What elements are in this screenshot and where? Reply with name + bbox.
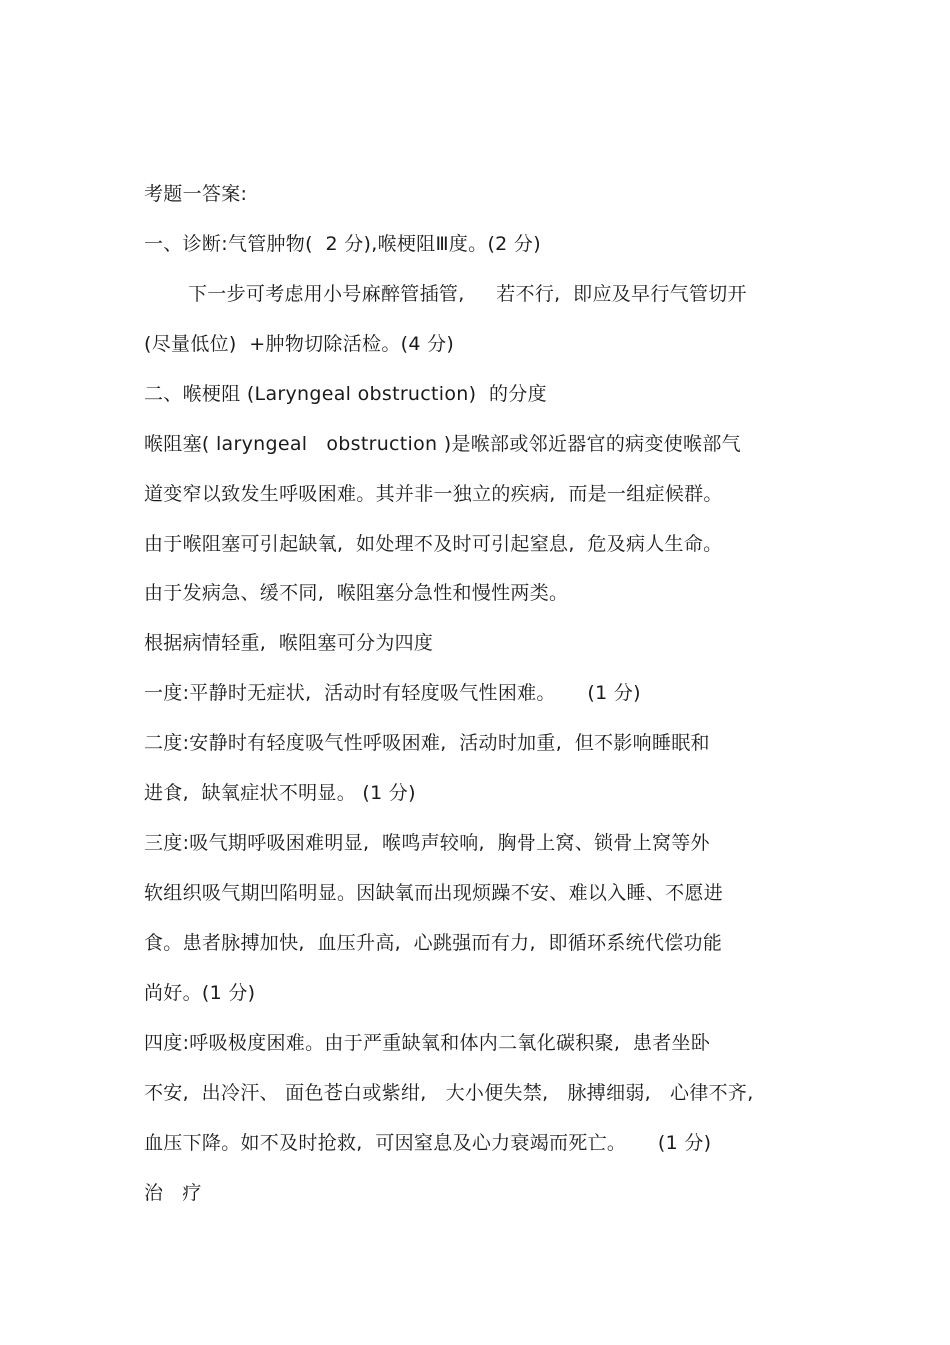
grade-four-line-1: 四度:呼吸极度困难。由于严重缺氧和体内二氧化碳积聚, 患者坐卧 — [144, 1032, 711, 1054]
definition-line-1: 喉阻塞( laryngeal obstruction )是喉部或邻近器官的病变使喉部气 — [144, 433, 741, 455]
grade-three-line-4: 尚好。(1 分) — [144, 982, 256, 1004]
grade-three-line-2: 软组织吸气期凹陷明显。因缺氧而出现烦躁不安、难以入睡、不愿进 — [144, 882, 724, 904]
grade-one-line: 一度:平静时无症状, 活动时有轻度吸气性困难。 (1 分) — [144, 682, 641, 704]
grade-two-line-1: 二度:安静时有轻度吸气性呼吸困难, 活动时加重, 但不影响睡眠和 — [144, 732, 710, 754]
definition-line-2: 道变窄以致发生呼吸困难。其并非一独立的疾病, 而是一组症候群。 — [144, 483, 723, 505]
answer-heading: 考题一答案: — [144, 183, 248, 205]
definition-line-4: 由于发病急、缓不同, 喉阻塞分急性和慢性两类。 — [144, 582, 569, 604]
definition-line-3: 由于喉阻塞可引起缺氧, 如处理不及时可引起窒息, 危及病人生命。 — [144, 533, 723, 555]
grade-three-line-3: 食。患者脉搏加快, 血压升高, 心跳强而有力, 即循环系统代偿功能 — [144, 932, 723, 954]
treatment-plan-line-2: (尽量低位) +肿物切除活检。(4 分) — [144, 333, 455, 355]
grading-intro: 根据病情轻重, 喉阻塞可分为四度 — [144, 632, 434, 654]
treatment-heading: 治 疗 — [144, 1182, 202, 1204]
treatment-plan-line-1: 下一步可考虑用小号麻醉管插管, 若不行, 即应及早行气管切开 — [188, 283, 747, 305]
grade-two-line-2: 进食, 缺氧症状不明显。 (1 分) — [144, 782, 416, 804]
grade-four-line-2: 不安, 出冷汗、 面色苍白或紫绀, 大小便失禁, 脉搏细弱, 心律不齐, — [144, 1082, 754, 1104]
diagnosis-line: 一、诊断:气管肿物( 2 分),喉梗阻Ⅲ度。(2 分) — [144, 233, 541, 255]
grade-four-line-3: 血压下降。如不及时抢救, 可因窒息及心力衰竭而死亡。 (1 分) — [144, 1132, 712, 1154]
section-two-heading: 二、喉梗阻 (Laryngeal obstruction) 的分度 — [144, 383, 547, 405]
grade-three-line-1: 三度:吸气期呼吸困难明显, 喉鸣声较响, 胸骨上窝、锁骨上窝等外 — [144, 832, 710, 854]
